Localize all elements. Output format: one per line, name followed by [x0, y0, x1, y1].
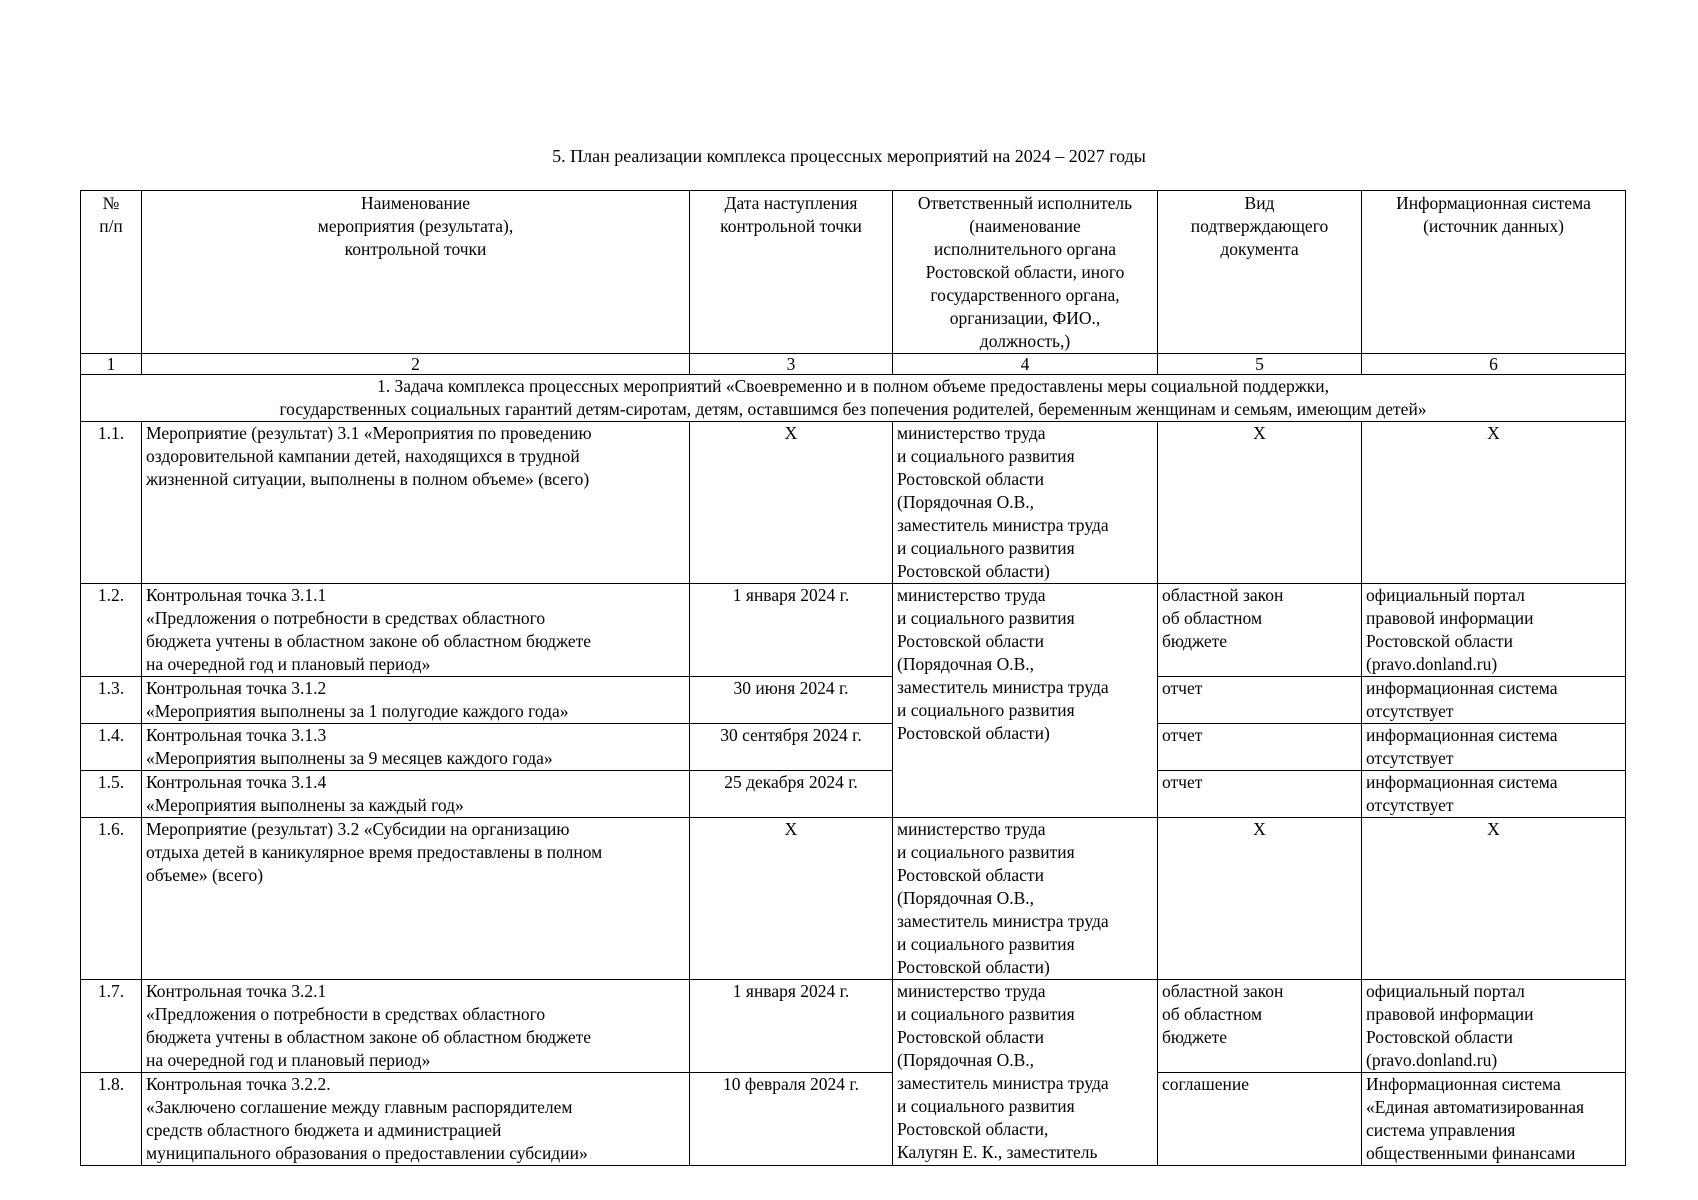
row-system: официальный портал правовой информации Ростовской области (pravo.donland.ru)	[1362, 584, 1626, 677]
column-number: 5	[1158, 354, 1362, 375]
row-system: информационная система отсутствует	[1362, 677, 1626, 724]
header-document: Вид подтверждающего документа	[1158, 191, 1362, 354]
plan-table	[80, 190, 1626, 1166]
row-system: официальный портал правовой информации Ростовской области (pravo.donland.ru)	[1362, 980, 1626, 1073]
row-system: Информационная система «Единая автоматизированная система управления общественными финансами	[1362, 1073, 1626, 1166]
header-system: Информационная система (источник данных)	[1362, 191, 1626, 354]
row-date: Х	[690, 818, 893, 980]
header-row	[81, 191, 1626, 354]
row-name: Контрольная точка 3.1.1 «Предложения о потребности в средствах областного бюджета учтены в областном законе об областном бюджете на очередной год и плановый период»	[142, 584, 690, 677]
row-number: 1.1.	[81, 422, 142, 584]
row-date: 30 июня 2024 г.	[690, 677, 893, 724]
row-number: 1.2.	[81, 584, 142, 677]
row-document: отчет	[1158, 677, 1362, 724]
table-row	[81, 724, 1626, 771]
row-name: Контрольная точка 3.2.1 «Предложения о потребности в средствах областного бюджета учтены в областном законе об областном бюджете на очередной год и плановый период»	[142, 980, 690, 1073]
row-number: 1.5.	[81, 771, 142, 818]
column-number: 1	[81, 354, 142, 375]
row-name: Мероприятие (результат) 3.1 «Мероприятия по проведению оздоровительной кампании детей, находящихся в трудной жизненной ситуации, выполнены в полном объеме» (всего)	[142, 422, 690, 584]
row-name: Мероприятие (результат) 3.2 «Субсидии на организацию отдыха детей в каникулярное время предоставлены в полном объеме» (всего)	[142, 818, 690, 980]
row-name: Контрольная точка 3.1.2 «Мероприятия выполнены за 1 полугодие каждого года»	[142, 677, 690, 724]
row-executor: министерство труда и социального развития Ростовской области (Порядочная О.В., заместитель министра труда и социального развития Ростовской области)	[893, 584, 1158, 818]
row-executor: министерство труда и социального развития Ростовской области (Порядочная О.В., заместитель министра труда и социального развития Ростовской области, Калугян Е. К., заместитель	[893, 980, 1158, 1166]
row-date: 1 января 2024 г.	[690, 584, 893, 677]
row-document: областной закон об областном бюджете	[1158, 584, 1362, 677]
row-document: соглашение	[1158, 1073, 1362, 1166]
row-document: областной закон об областном бюджете	[1158, 980, 1362, 1073]
row-number: 1.4.	[81, 724, 142, 771]
task-row	[81, 375, 1626, 422]
row-number: 1.6.	[81, 818, 142, 980]
row-number: 1.7.	[81, 980, 142, 1073]
table-row	[81, 1073, 1626, 1166]
task-heading: 1. Задача комплекса процессных мероприятий «Своевременно и в полном объеме предоставлены меры социальной поддержки, государственных социальных гарантий детям-сиротам, детям, оставшимся без попечения родителей, беременным женщинам и семьям, имеющим детей»	[81, 375, 1626, 422]
table-row	[81, 818, 1626, 980]
row-name: Контрольная точка 3.1.4 «Мероприятия выполнены за каждый год»	[142, 771, 690, 818]
document-title: 5. План реализации комплекса процессных мероприятий на 2024 – 2027 годы	[552, 146, 1146, 166]
header-number: № п/п	[81, 191, 142, 354]
row-number: 1.8.	[81, 1073, 142, 1166]
row-name: Контрольная точка 3.2.2. «Заключено соглашение между главным распорядителем средств областного бюджета и администрацией муниципального образования о предоставлении субсидии»	[142, 1073, 690, 1166]
table-row	[81, 677, 1626, 724]
row-number: 1.3.	[81, 677, 142, 724]
row-executor: министерство труда и социального развития Ростовской области (Порядочная О.В., заместитель министра труда и социального развития Ростовской области)	[893, 422, 1158, 584]
row-document: Х	[1158, 422, 1362, 584]
row-document: отчет	[1158, 724, 1362, 771]
row-system: Х	[1362, 818, 1626, 980]
header-date: Дата наступления контрольной точки	[690, 191, 893, 354]
row-date: 30 сентября 2024 г.	[690, 724, 893, 771]
row-date: 1 января 2024 г.	[690, 980, 893, 1073]
row-system: информационная система отсутствует	[1362, 771, 1626, 818]
row-executor: министерство труда и социального развития Ростовской области (Порядочная О.В., заместитель министра труда и социального развития Ростовской области)	[893, 818, 1158, 980]
column-number-row	[81, 354, 1626, 375]
column-number: 6	[1362, 354, 1626, 375]
table-row	[81, 771, 1626, 818]
column-number: 2	[142, 354, 690, 375]
row-date: Х	[690, 422, 893, 584]
row-date: 25 декабря 2024 г.	[690, 771, 893, 818]
row-date: 10 февраля 2024 г.	[690, 1073, 893, 1166]
table-row	[81, 422, 1626, 584]
table-row	[81, 980, 1626, 1073]
row-system: Х	[1362, 422, 1626, 584]
row-document: Х	[1158, 818, 1362, 980]
table-row	[81, 584, 1626, 677]
column-number: 4	[893, 354, 1158, 375]
row-document: отчет	[1158, 771, 1362, 818]
header-name: Наименование мероприятия (результата), контрольной точки	[142, 191, 690, 354]
header-executor: Ответственный исполнитель (наименование исполнительного органа Ростовской области, иного государственного органа, организации, ФИО., должность,)	[893, 191, 1158, 354]
row-name: Контрольная точка 3.1.3 «Мероприятия выполнены за 9 месяцев каждого года»	[142, 724, 690, 771]
row-system: информационная система отсутствует	[1362, 724, 1626, 771]
column-number: 3	[690, 354, 893, 375]
